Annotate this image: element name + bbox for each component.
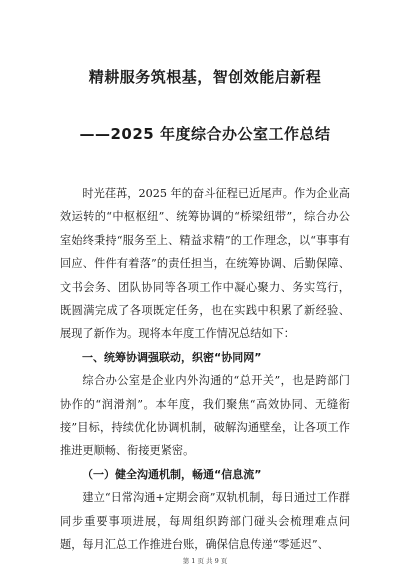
intro-paragraph: 时光荏苒，2025 年的奋斗征程已近尾声。作为企业高效运转的“中枢枢纽”、统筹协调的“桥梁纽带”，综合办公室始终秉持“服务至上、精益求精”的工作理念，以“事事有回应、件件有着落”的责任担当，在统筹协调、后勤保障、文书会务、团队协同等各项工作中凝心聚力、务实笃行，既圆满完成了各项既定任务，也在实践中积累了新经验、展现了新作为。现将本年度工作情况总结如下： — [60, 187, 350, 341]
subsection-1-paragraph: 建立“日常沟通+定期会商”双轨机制，每日通过工作群同步重要事项进展，每周组织跨部门碰头会梳理难点问题，每月汇总工作推进台账，确保信息传递“零延迟”、 — [60, 491, 350, 552]
document-body — [60, 182, 350, 557]
page-number-footer: 第 1 页 共 9 页 — [182, 557, 228, 565]
subsection-heading-1: （一）健全沟通机制，畅通“信息流” — [82, 467, 262, 481]
section-heading-1: 一、统筹协调强联动，织密“协同网” — [82, 350, 262, 364]
document-title: 精耕服务筑根基，智创效能启新程 — [88, 68, 322, 86]
section-1-paragraph: 综合办公室是企业内外沟通的“总开关”，也是跨部门协作的“润滑剂”。本年度，我们聚焦“高效协同、无缝衔接”目标，持续优化协调机制，破解沟通壁垒，让各项工作推进更顺畅、衔接更紧密。 — [60, 374, 350, 458]
document-subtitle: ——2025 年度综合办公室工作总结 — [79, 125, 331, 143]
